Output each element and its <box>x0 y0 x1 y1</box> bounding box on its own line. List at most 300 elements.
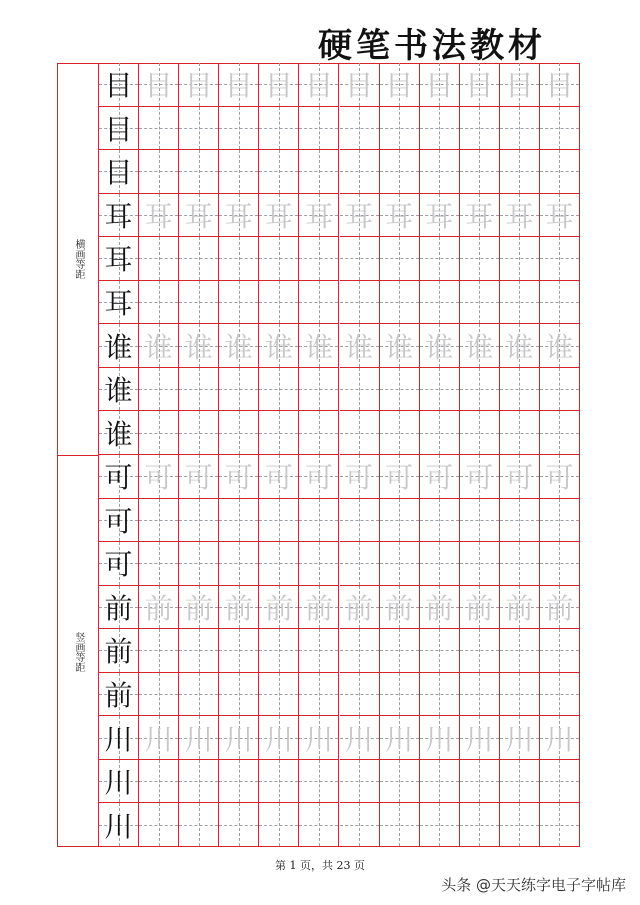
model-char: 目 <box>104 156 133 190</box>
practice-cell <box>420 455 460 499</box>
trace-char: 目 <box>425 69 454 103</box>
practice-cell <box>179 760 219 804</box>
section-label-vertical <box>57 456 99 847</box>
practice-cell <box>500 281 540 325</box>
practice-cell <box>259 760 299 804</box>
trace-char: 川 <box>144 722 173 756</box>
practice-cell <box>259 324 299 368</box>
trace-char: 目 <box>304 69 333 103</box>
trace-char: 耳 <box>545 199 574 233</box>
practice-cell <box>420 107 460 151</box>
practice-row <box>99 411 580 455</box>
practice-cell <box>500 629 540 673</box>
practice-cell <box>460 324 500 368</box>
trace-char: 目 <box>144 69 173 103</box>
practice-cell <box>139 324 179 368</box>
model-char-cell <box>99 150 139 194</box>
practice-cell <box>340 281 380 325</box>
practice-cell <box>299 281 339 325</box>
model-char: 川 <box>104 722 133 756</box>
practice-row <box>99 107 580 151</box>
model-char: 川 <box>104 809 133 843</box>
practice-cell <box>219 281 259 325</box>
practice-cell <box>380 150 420 194</box>
trace-char: 目 <box>545 69 574 103</box>
practice-cell <box>340 237 380 281</box>
trace-char: 川 <box>224 722 253 756</box>
practice-cell <box>420 237 460 281</box>
practice-cell <box>460 194 500 238</box>
trace-char: 前 <box>385 591 414 625</box>
practice-cell <box>259 237 299 281</box>
practice-cell <box>460 629 500 673</box>
practice-cell <box>219 803 259 847</box>
trace-char: 可 <box>465 461 494 495</box>
practice-cell <box>179 673 219 717</box>
practice-cell <box>259 63 299 107</box>
practice-cell <box>299 716 339 760</box>
practice-cell <box>299 324 339 368</box>
practice-cell <box>259 411 299 455</box>
model-char-cell <box>99 107 139 151</box>
practice-cell <box>139 673 179 717</box>
practice-cell <box>420 63 460 107</box>
practice-cell <box>340 673 380 717</box>
trace-char: 目 <box>385 69 414 103</box>
model-char: 可 <box>104 461 133 495</box>
practice-cell <box>500 586 540 630</box>
practice-cell <box>179 368 219 412</box>
practice-cell <box>259 107 299 151</box>
practice-cell <box>219 673 259 717</box>
trace-char: 川 <box>545 722 574 756</box>
practice-cell <box>460 411 500 455</box>
trace-char: 前 <box>144 591 173 625</box>
model-char-cell <box>99 63 139 107</box>
practice-cell <box>219 368 259 412</box>
practice-cell <box>179 63 219 107</box>
practice-cell <box>540 107 580 151</box>
practice-cell <box>139 368 179 412</box>
practice-cell <box>139 586 179 630</box>
practice-cell <box>540 499 580 543</box>
practice-cell <box>420 629 460 673</box>
practice-cell <box>219 455 259 499</box>
practice-row <box>99 63 580 107</box>
practice-row <box>99 499 580 543</box>
watermark: 头条 @天天练字电子字帖库 <box>441 876 626 894</box>
practice-cell <box>540 586 580 630</box>
trace-char: 可 <box>184 461 213 495</box>
practice-cell <box>460 760 500 804</box>
practice-cell <box>540 411 580 455</box>
practice-cell <box>219 194 259 238</box>
practice-cell <box>340 629 380 673</box>
trace-char: 川 <box>184 722 213 756</box>
practice-row <box>99 194 580 238</box>
practice-cell <box>420 368 460 412</box>
practice-cell <box>179 411 219 455</box>
practice-row <box>99 324 580 368</box>
practice-cell <box>460 499 500 543</box>
practice-cell <box>219 586 259 630</box>
practice-cell <box>500 194 540 238</box>
practice-cell <box>340 411 380 455</box>
practice-cell <box>380 629 420 673</box>
practice-cell <box>500 803 540 847</box>
practice-cell <box>340 150 380 194</box>
practice-cell <box>139 281 179 325</box>
practice-row <box>99 150 580 194</box>
model-char-cell <box>99 586 139 630</box>
trace-char: 谁 <box>304 330 333 364</box>
practice-cell <box>420 542 460 586</box>
practice-cell <box>500 324 540 368</box>
practice-cell <box>219 63 259 107</box>
practice-cell <box>540 455 580 499</box>
model-char: 川 <box>104 766 133 800</box>
model-char-cell <box>99 673 139 717</box>
practice-cell <box>219 107 259 151</box>
practice-cell <box>219 760 259 804</box>
practice-row <box>99 760 580 804</box>
trace-char: 前 <box>264 591 293 625</box>
trace-char: 目 <box>505 69 534 103</box>
practice-cell <box>179 542 219 586</box>
practice-cell <box>460 803 500 847</box>
practice-cell <box>340 455 380 499</box>
practice-cell <box>179 281 219 325</box>
practice-cell <box>340 324 380 368</box>
practice-cell <box>259 150 299 194</box>
practice-cell <box>460 368 500 412</box>
practice-cell <box>139 803 179 847</box>
practice-cell <box>380 542 420 586</box>
model-char: 谁 <box>104 330 133 364</box>
model-char: 目 <box>104 69 133 103</box>
practice-cell <box>380 760 420 804</box>
trace-char: 目 <box>184 69 213 103</box>
practice-cell <box>139 455 179 499</box>
practice-cell <box>380 455 420 499</box>
trace-char: 谁 <box>144 330 173 364</box>
practice-cell <box>139 63 179 107</box>
practice-cell <box>420 281 460 325</box>
model-char: 可 <box>104 548 133 582</box>
practice-cell <box>500 411 540 455</box>
practice-cell <box>460 542 500 586</box>
model-char-cell <box>99 629 139 673</box>
trace-char: 谁 <box>385 330 414 364</box>
practice-cell <box>500 673 540 717</box>
trace-char: 谁 <box>505 330 534 364</box>
trace-char: 耳 <box>144 199 173 233</box>
practice-cell <box>219 629 259 673</box>
practice-cell <box>420 673 460 717</box>
practice-cell <box>179 499 219 543</box>
trace-char: 前 <box>345 591 374 625</box>
practice-cell <box>299 499 339 543</box>
practice-cell <box>500 368 540 412</box>
model-char-cell <box>99 281 139 325</box>
practice-cell <box>139 499 179 543</box>
practice-cell <box>420 411 460 455</box>
section-label-text: 竖画等距 <box>73 631 84 672</box>
practice-cell <box>340 368 380 412</box>
practice-cell <box>139 411 179 455</box>
practice-cell <box>540 760 580 804</box>
trace-char: 耳 <box>184 199 213 233</box>
practice-cell <box>259 499 299 543</box>
trace-char: 前 <box>425 591 454 625</box>
trace-char: 目 <box>224 69 253 103</box>
trace-char: 川 <box>425 722 454 756</box>
trace-char: 前 <box>545 591 574 625</box>
section-label-text: 横画等距 <box>73 239 84 279</box>
practice-cell <box>179 324 219 368</box>
practice-cell <box>259 542 299 586</box>
model-char-cell <box>99 499 139 543</box>
trace-char: 耳 <box>224 199 253 233</box>
trace-char: 谁 <box>345 330 374 364</box>
model-char: 目 <box>104 112 133 146</box>
trace-char: 前 <box>184 591 213 625</box>
practice-cell <box>540 716 580 760</box>
trace-char: 谁 <box>465 330 494 364</box>
page-footer: 第 1 页，共 23 页 <box>275 859 365 872</box>
trace-char: 耳 <box>505 199 534 233</box>
trace-char: 川 <box>304 722 333 756</box>
model-char-cell <box>99 411 139 455</box>
model-char: 耳 <box>104 199 133 233</box>
model-char: 前 <box>104 591 133 625</box>
practice-cell <box>460 673 500 717</box>
practice-cell <box>420 499 460 543</box>
practice-cell <box>420 803 460 847</box>
practice-cell <box>299 542 339 586</box>
practice-cell <box>299 150 339 194</box>
practice-cell <box>219 324 259 368</box>
practice-cell <box>259 194 299 238</box>
trace-char: 川 <box>264 722 293 756</box>
practice-row <box>99 803 580 847</box>
practice-cell <box>460 281 500 325</box>
practice-cell <box>380 716 420 760</box>
practice-cell <box>420 150 460 194</box>
trace-char: 目 <box>264 69 293 103</box>
trace-char: 谁 <box>224 330 253 364</box>
practice-cell <box>139 107 179 151</box>
model-char: 可 <box>104 504 133 538</box>
practice-cell <box>500 63 540 107</box>
practice-cell <box>540 150 580 194</box>
practice-cell <box>139 237 179 281</box>
practice-cell <box>380 63 420 107</box>
practice-cell <box>340 586 380 630</box>
model-char: 耳 <box>104 287 133 321</box>
practice-cell <box>299 760 339 804</box>
practice-cell <box>340 107 380 151</box>
model-char-cell <box>99 803 139 847</box>
practice-cell <box>219 411 259 455</box>
practice-cell <box>540 542 580 586</box>
trace-char: 耳 <box>304 199 333 233</box>
practice-cell <box>460 586 500 630</box>
practice-cell <box>500 499 540 543</box>
practice-cell <box>540 324 580 368</box>
trace-char: 可 <box>425 461 454 495</box>
practice-row <box>99 629 580 673</box>
practice-cell <box>299 237 339 281</box>
trace-char: 前 <box>505 591 534 625</box>
practice-cell <box>299 368 339 412</box>
model-char: 谁 <box>104 374 133 408</box>
practice-cell <box>340 716 380 760</box>
practice-cell <box>219 499 259 543</box>
trace-char: 耳 <box>345 199 374 233</box>
practice-cell <box>340 194 380 238</box>
practice-cell <box>540 281 580 325</box>
practice-cell <box>500 237 540 281</box>
practice-cell <box>380 368 420 412</box>
trace-char: 谁 <box>545 330 574 364</box>
trace-char: 耳 <box>264 199 293 233</box>
trace-char: 目 <box>345 69 374 103</box>
model-char-cell <box>99 194 139 238</box>
model-char: 谁 <box>104 417 133 451</box>
practice-cell <box>380 673 420 717</box>
practice-cell <box>380 586 420 630</box>
trace-char: 川 <box>345 722 374 756</box>
practice-cell <box>500 716 540 760</box>
practice-cell <box>380 194 420 238</box>
practice-cell <box>259 629 299 673</box>
practice-cell <box>420 586 460 630</box>
practice-cell <box>340 63 380 107</box>
practice-cell <box>340 542 380 586</box>
practice-cell <box>299 455 339 499</box>
practice-cell <box>420 194 460 238</box>
model-char-cell <box>99 237 139 281</box>
practice-cell <box>380 803 420 847</box>
trace-char: 耳 <box>465 199 494 233</box>
trace-char: 目 <box>465 69 494 103</box>
model-char: 耳 <box>104 243 133 277</box>
practice-cell <box>219 150 259 194</box>
practice-cell <box>299 194 339 238</box>
practice-cell <box>299 586 339 630</box>
trace-char: 谁 <box>425 330 454 364</box>
practice-cell <box>540 629 580 673</box>
practice-cell <box>540 63 580 107</box>
practice-row <box>99 542 580 586</box>
practice-cell <box>500 107 540 151</box>
practice-cell <box>460 237 500 281</box>
practice-cell <box>500 760 540 804</box>
practice-cell <box>179 455 219 499</box>
model-char: 前 <box>104 679 133 713</box>
trace-char: 谁 <box>264 330 293 364</box>
practice-cell <box>179 194 219 238</box>
trace-char: 可 <box>224 461 253 495</box>
practice-cell <box>420 324 460 368</box>
practice-cell <box>139 542 179 586</box>
practice-cell <box>380 499 420 543</box>
model-char-cell <box>99 324 139 368</box>
practice-cell <box>259 368 299 412</box>
practice-cell <box>540 803 580 847</box>
page-title: 硬笔书法教材 <box>318 26 546 66</box>
model-char-cell <box>99 760 139 804</box>
practice-row <box>99 281 580 325</box>
practice-cell <box>380 281 420 325</box>
practice-cell <box>380 237 420 281</box>
practice-grid <box>99 63 580 847</box>
practice-cell <box>139 629 179 673</box>
practice-cell <box>380 107 420 151</box>
practice-cell <box>420 760 460 804</box>
trace-char: 可 <box>264 461 293 495</box>
practice-cell <box>259 281 299 325</box>
practice-cell <box>540 237 580 281</box>
practice-row <box>99 586 580 630</box>
practice-cell <box>179 716 219 760</box>
practice-row <box>99 237 580 281</box>
trace-char: 可 <box>304 461 333 495</box>
trace-char: 可 <box>144 461 173 495</box>
practice-cell <box>179 629 219 673</box>
trace-char: 谁 <box>184 330 213 364</box>
section-label-horizontal <box>57 63 99 456</box>
practice-cell <box>540 673 580 717</box>
practice-cell <box>460 716 500 760</box>
practice-cell <box>540 368 580 412</box>
practice-cell <box>179 237 219 281</box>
trace-char: 可 <box>345 461 374 495</box>
practice-cell <box>380 411 420 455</box>
practice-cell <box>139 194 179 238</box>
trace-char: 前 <box>304 591 333 625</box>
trace-char: 可 <box>385 461 414 495</box>
model-char: 前 <box>104 635 133 669</box>
trace-char: 耳 <box>385 199 414 233</box>
practice-row <box>99 673 580 717</box>
practice-cell <box>139 150 179 194</box>
trace-char: 川 <box>505 722 534 756</box>
practice-cell <box>179 586 219 630</box>
practice-cell <box>299 107 339 151</box>
practice-cell <box>500 542 540 586</box>
practice-cell <box>139 760 179 804</box>
practice-cell <box>259 803 299 847</box>
practice-cell <box>340 499 380 543</box>
practice-cell <box>219 716 259 760</box>
practice-cell <box>340 760 380 804</box>
practice-cell <box>299 803 339 847</box>
model-char-cell <box>99 716 139 760</box>
practice-cell <box>460 107 500 151</box>
trace-char: 川 <box>465 722 494 756</box>
practice-cell <box>460 455 500 499</box>
model-char-cell <box>99 455 139 499</box>
practice-row <box>99 455 580 499</box>
practice-row <box>99 716 580 760</box>
practice-cell <box>500 150 540 194</box>
practice-cell <box>460 150 500 194</box>
practice-cell <box>179 803 219 847</box>
practice-row <box>99 368 580 412</box>
practice-cell <box>540 194 580 238</box>
